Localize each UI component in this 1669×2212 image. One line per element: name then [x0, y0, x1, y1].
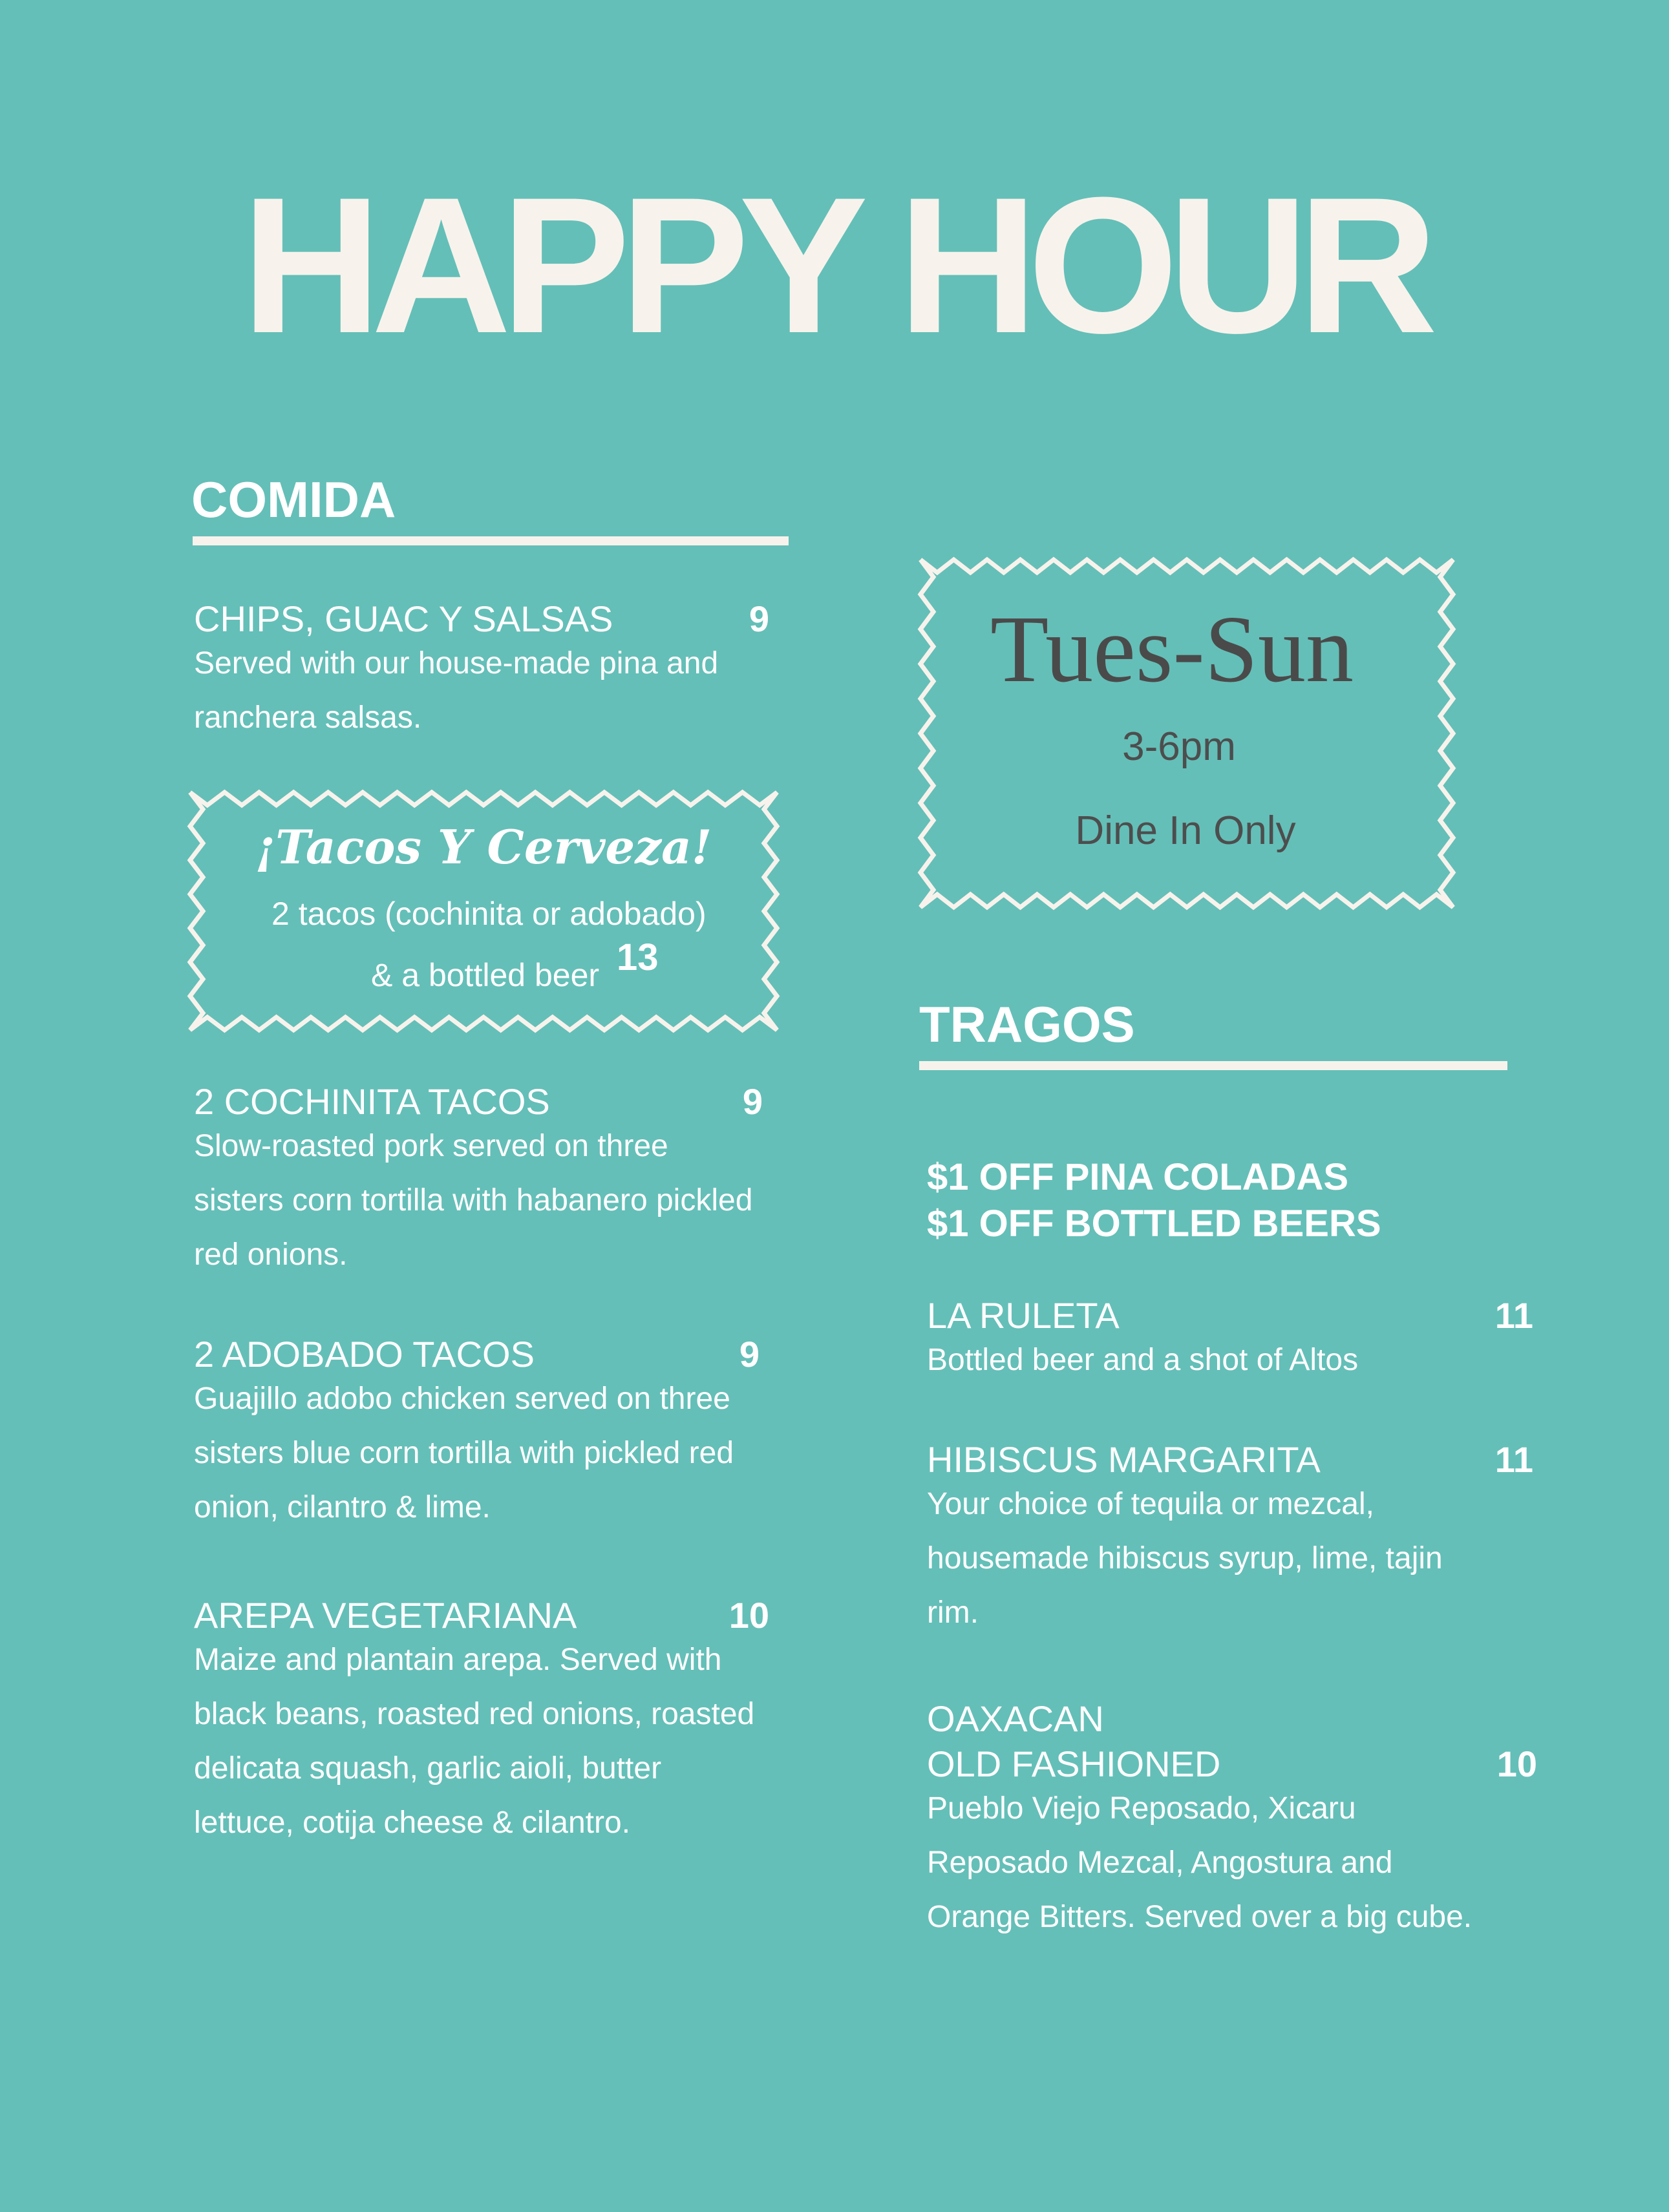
item-name: OLD FASHIONED [927, 1743, 1221, 1784]
desc-line: Served with our house-made pina and [194, 646, 719, 680]
item-description [194, 637, 776, 745]
desc-line: Orange Bitters. Served over a big cube. [927, 1900, 1472, 1934]
desc-line: delicata squash, garlic aioli, butter [194, 1751, 662, 1785]
comida-heading: COMIDA [191, 471, 396, 528]
item-price: 11 [1494, 1439, 1533, 1480]
desc-line: ranchera salsas. [194, 700, 422, 735]
item-name: HIBISCUS MARGARITA [927, 1439, 1321, 1480]
item-description [194, 1633, 814, 1850]
desc-line: housemade hibiscus syrup, lime, tajin [927, 1541, 1443, 1575]
hours-days: Tues-Sun [990, 596, 1354, 702]
desc-line: Bottled beer and a shot of Altos [927, 1343, 1359, 1377]
desc-line: black beans, roasted red onions, roasted [194, 1697, 755, 1731]
hours-time: 3-6pm [1122, 724, 1236, 769]
desc-line: Your choice of tequila or mezcal, [927, 1487, 1374, 1521]
item-description [927, 1782, 1535, 1944]
item-name: 2 ADOBADO TACOS [194, 1334, 535, 1375]
desc-line: sisters corn tortilla with habanero pickled [194, 1183, 753, 1217]
item-price: 9 [739, 1334, 760, 1375]
desc-line: onion, cilantro & lime. [194, 1490, 491, 1524]
item-description [194, 1119, 814, 1282]
item-name: CHIPS, GUAC Y SALSAS [194, 598, 613, 639]
special-line1: 2 tacos (cochinita or adobado) [271, 896, 707, 932]
tragos-heading: TRAGOS [919, 996, 1135, 1053]
page-title: HAPPY HOUR [241, 156, 1428, 374]
hours-note: Dine In Only [1075, 808, 1296, 853]
item-name: AREPA VEGETARIANA [194, 1595, 577, 1636]
special-line2: & a bottled beer [371, 957, 600, 993]
special-box [186, 819, 781, 874]
item-name: OAXACAN [927, 1698, 1104, 1739]
item-price: 11 [1494, 1295, 1533, 1336]
item-description [194, 1372, 814, 1535]
promo-line: $1 OFF PINA COLADAS [927, 1156, 1349, 1198]
promo-list [927, 1154, 1381, 1247]
item-name: 2 COCHINITA TACOS [194, 1081, 550, 1122]
item-price: 10 [1496, 1743, 1537, 1784]
comida-divider [193, 536, 789, 545]
item-price: 9 [749, 598, 769, 639]
special-price: 13 [617, 936, 659, 978]
desc-line: Pueblo Viejo Reposado, Xicaru [927, 1791, 1356, 1826]
desc-line: sisters blue corn tortilla with pickled red [194, 1436, 734, 1470]
item-price: 10 [728, 1595, 769, 1636]
item-description [927, 1477, 1535, 1640]
desc-line: Slow-roasted pork served on three [194, 1129, 668, 1163]
desc-line: rim. [927, 1596, 979, 1630]
promo-line: $1 OFF BOTTLED BEERS [927, 1203, 1381, 1245]
hours-box [917, 595, 1427, 704]
desc-line: lettuce, cotija cheese & cilantro. [194, 1806, 631, 1840]
item-description [927, 1333, 1535, 1387]
desc-line: Maize and plantain arepa. Served with [194, 1643, 722, 1677]
desc-line: Guajillo adobo chicken served on three [194, 1382, 730, 1416]
special-title: ¡Tacos Y Cerveza! [255, 819, 712, 874]
item-price: 9 [742, 1081, 763, 1122]
tragos-divider [919, 1061, 1507, 1070]
hours-time-wrap [917, 724, 1441, 770]
desc-line: red onions. [194, 1238, 348, 1272]
desc-line: Reposado Mezcal, Angostura and [927, 1846, 1393, 1880]
item-name: LA RULETA [927, 1295, 1120, 1336]
hours-note-wrap [917, 808, 1454, 854]
